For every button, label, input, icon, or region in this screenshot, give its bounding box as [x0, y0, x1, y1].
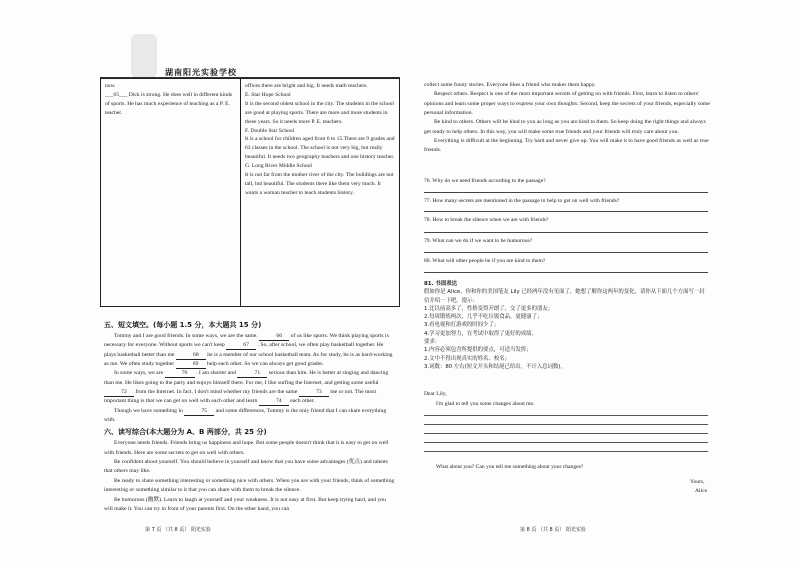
question-79: 79. What can we do if we want to be humorous? [424, 238, 533, 244]
reading-paragraph: Be humorous (幽默). Learn to laugh at yourself and your weakness. It is not easy at first. But keep trying hard, and you will make it. You can try in front of your parents first. On the other hand, you can [104, 496, 386, 512]
writing-requirement: 3.词数：80 左右(短文开头和结尾已给出，不计入总词数)。 [424, 363, 566, 370]
scan-smudge [131, 34, 157, 78]
table-divider [240, 79, 241, 306]
blank-70[interactable]: 70 [165, 370, 195, 378]
blank-73[interactable]: 73 [299, 389, 329, 397]
school-name-e: E. Star Hope School [245, 91, 291, 98]
school-name-g: G. Long River Middle School [245, 163, 312, 170]
letter-signer: Alice [695, 488, 708, 494]
answer-line-79[interactable] [424, 252, 708, 253]
school-name-f: F. Double Star School [245, 127, 295, 134]
writing-point: 4.学习更加努力，在考试中取得了更好的成绩。 [424, 330, 537, 337]
reading-paragraph: Be kind to others. Others will be kind to you as long as you are kind to them. So keep doing the right things and always get ready to help others. In this way, you will make some true friends and your friends will truly care about you. [424, 119, 706, 135]
blank-71[interactable]: 71 [237, 370, 267, 378]
writing-point: 1.比以前高多了，性格变得开朗了，交了更多的朋友； [424, 305, 554, 312]
answer-line-76[interactable] [424, 192, 708, 193]
writing-requirement-title: 要求： [424, 339, 441, 346]
section6-title: 六、读写综合(本大题分为 A、B 两部分，共 25 分) [104, 428, 267, 437]
letter-yours: Yours, [690, 479, 705, 485]
left-column [104, 318, 396, 514]
reading-paragraph: Respect others. Respect is one of the most important secrets of getting on with friends. First, learn to listen to others' opinions and learn some proper ways to express your own thoughts. Second, keep the secrets of your friends, especially some personal information. [424, 91, 710, 117]
question-77: 77. How many secrets are mentioned in the passage to help to get on well with friends? [424, 198, 620, 204]
writing-line[interactable] [424, 442, 708, 443]
blank-66[interactable]: 66 [259, 333, 289, 341]
reading-paragraph: Be ready to share something interesting or something nice with others. When you are with your friends, think of something interesting or something similar to it that you can share with them to break the silence. [104, 477, 395, 494]
writing-line[interactable] [424, 424, 708, 425]
reading-paragraph: collect some funny stories. Everyone likes a friend who makes them happy. [424, 82, 596, 88]
table-left-line: now. [105, 83, 116, 89]
page-footer-left: 第 7 页 （共 8 页） 阳光实验 [145, 527, 211, 533]
question-78: 78. How to break the silence when we are with friends? [424, 217, 549, 223]
writing-requirement: 1.内容必须包含所提供的要点，可适当发挥； [424, 347, 532, 354]
blank-67[interactable]: 67 [226, 342, 256, 350]
answer-line-78[interactable] [424, 232, 708, 233]
page-footer-right: 第 8 页 （共 8 页） 阳光实验 [520, 527, 586, 533]
blank-75[interactable]: 75 [184, 408, 214, 416]
letter-opening: I'm glad to tell you some changes about me. [436, 401, 535, 407]
writing-line[interactable] [424, 451, 708, 452]
school-name: 湖南阳光实验学校 [165, 68, 237, 77]
writing-instruction: 假如你是 Alice，你和你的美国笔友 Lily 已经两年没有见面了，她想了解你这两年的变化，请你从下面几个方面写一封信介绍一下吧。提示： [424, 289, 705, 304]
section5-title: 五、短文填空。(每小题 1.5 分，本大题共 15 分) [104, 321, 262, 329]
answer-line-77[interactable] [424, 211, 708, 212]
blank-68[interactable]: 68 [176, 352, 206, 360]
blank-72[interactable]: 72 [104, 389, 134, 397]
school-desc: It is a school for children aged from 6 to 15.There are 9 grades and 63 classes in the school. The school is not very big, but really beautiful. It needs two geography teachers and one history teacher. [245, 136, 395, 161]
answer-line-80[interactable] [424, 272, 708, 273]
cloze-paragraph-3: Though we have something in 75 and some differences, Tommy is the only friend that I can share everything with. [104, 407, 387, 424]
writing-requirement: 2.文中不得出现真实的姓名、校名； [424, 355, 511, 362]
school-desc: offices there are bright and big. It needs math teachers. [245, 83, 368, 89]
table-left-line: ___65___ Dick is strong. He does well in different kinds of sports. He has much experience of teaching as a P. E. teacher. [105, 91, 232, 116]
table-left-cell [105, 82, 236, 118]
letter-salutation: Dear Lily, [424, 391, 447, 397]
writing-line[interactable] [424, 433, 708, 434]
writing-title: 81. 书面表达 [424, 281, 457, 287]
cloze-paragraph-2: In some ways, we are 70 . I am shorter and 71 serious than him. He is better at singing and dancing than me. He likes going to the party and enjoys himself there. For me, I like surfing the Internet, and getting some useful 72 from the Internet. In fact, I don't mind whether my friends are the same 73 me or not. The most important thing is that we can get on well with each other and learn 74 each other. [104, 370, 389, 405]
writing-point: 3.看电视和打游戏的时间少了； [424, 322, 500, 329]
writing-line[interactable] [424, 415, 708, 416]
blank-69[interactable]: 69 [176, 361, 206, 369]
question-80: 80. What will other people be if you are kind to them? [424, 258, 546, 264]
blank-74[interactable]: 74 [259, 398, 289, 406]
school-desc: It is not far from the mother river of the city. The buildings are not tall, but beautiful. The students there like them very much. It wants a woman teacher to teach students history. [245, 172, 394, 196]
writing-point: 2.每周锻炼两次，几乎不吃垃圾食品，更健康了； [424, 314, 543, 321]
cloze-paragraph-1: Tommy and I are good friends. In some ways, we are the same. 66 of us like sports. We think playing sports is necessary for everyone. Without sports we can't keep 67 . So, after school, we often play basketball together. He plays basketball better than me 68 he is a member of our school basketball team. As for study, he is as hard-working as me. We often study together 69 help each other. So we can always get good grades. [104, 333, 393, 368]
letter-closing: What about you? Can you tell me something about your changes? [436, 464, 584, 470]
writing-task [424, 280, 710, 371]
right-column [424, 81, 710, 156]
school-desc: It is the second oldest school in the city. The students in the school are good at playing sports. There are more and more students in these years. So it needs more P. E. teachers. [245, 100, 394, 125]
matching-table [100, 78, 400, 307]
reading-paragraph: Everything is difficult at the beginning. Try hard and never give up. You will make it to have good friends as well as true friends. [424, 138, 709, 154]
reading-paragraph: Be confident about yourself. You should believe in yourself and know that you have some advantages (优点) and talents that others may like. [104, 459, 388, 475]
reading-paragraph: Everyone needs friends. Friends bring us happiness and hope. But some people doesn't think that it is easy to get on well with friends. Here are some secrets to get on well with others. [104, 440, 389, 456]
question-76: 76. Why do we need friends according to the passage? [424, 178, 546, 184]
table-right-cell [245, 82, 395, 198]
